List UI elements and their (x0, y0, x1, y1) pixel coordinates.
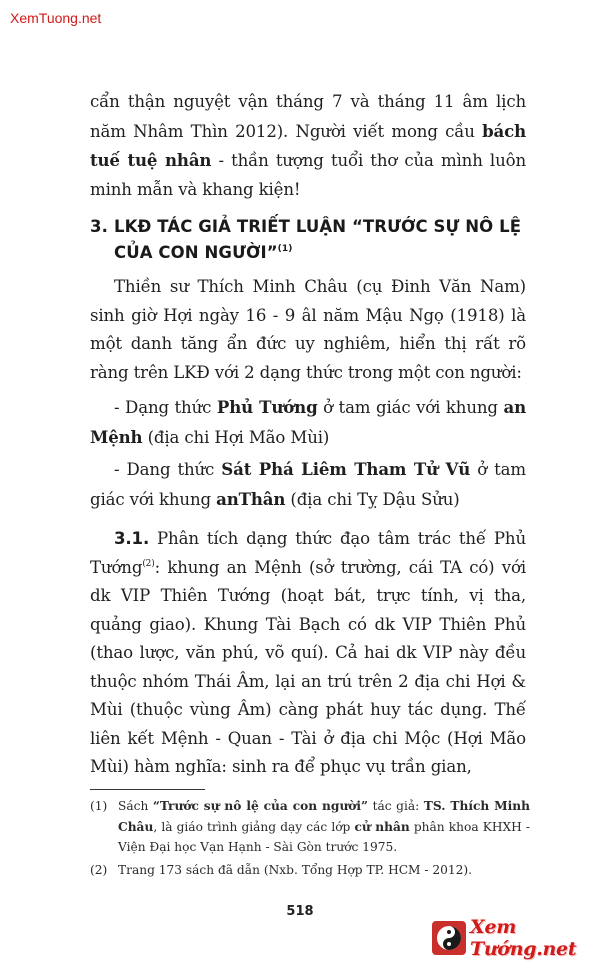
text-run: (địa chi Hợi Mão Mùi) (142, 427, 330, 447)
text-run: cẩn thận nguyệt vận tháng 7 và tháng 11 âm lịch năm Nhâm Thìn 2012). Người viết mong cầu (90, 92, 526, 141)
footnote-2 (90, 860, 530, 881)
paragraph-list-item-1 (90, 393, 526, 452)
bold-run: an Mệnh (90, 397, 526, 447)
footnote-mark: (1) (90, 799, 108, 813)
bold-run: Sát Phá Liêm Tham Tử Vũ (221, 459, 471, 479)
footnote-divider (90, 789, 205, 790)
bold-run: TS. Thích Minh Châu (118, 799, 530, 834)
section-heading (90, 214, 530, 266)
bold-run: anThân (216, 488, 286, 509)
text-run: Sách (118, 799, 153, 813)
text-run: - thần tượng tuổi thơ của mình luôn minh mẫn và khang kiện! (90, 151, 526, 199)
text-run: phân khoa KHXH - Viện Đại học Vạn Hạnh - Sài Gòn trước 1975. (118, 819, 530, 854)
section-heading-number: 3. (90, 217, 108, 236)
paragraph-section-3-1 (90, 525, 526, 782)
text-run: Trang 173 sách đã dẫn (Nxb. Tổng Hợp TP. HCM - 2012). (118, 863, 473, 877)
bold-run: cử nhân (354, 819, 410, 834)
section-heading-line1: LKĐ TÁC GIẢ TRIẾT LUẬN “TRƯỚC SỰ NÔ LỆ (114, 217, 522, 236)
text-run: ở tam giác với khung (90, 460, 526, 509)
bold-run: “Trước sự nô lệ của con người” (152, 799, 369, 813)
text-run: : khung an Mệnh (sở trường, cái TA có) với dk VIP Thiên Tướng (hoạt bát, trực tính, vị tha, quảng giao). Khung Tài Bạch có dk VIP Thiên Phủ (thao lược, văn phú, võ quí). Cả hai dk VIP này đều thuộc nhóm Thái Âm, lại an trú trên 2 địa chi Hợi & Mùi (thuộc vùng Âm) càng phát huy tác dụng. Thế liên kết Mệnh - Quan - Tài ở địa chi Mộc (Hợi Mão Mùi) hàm nghĩa: sinh ra để phục vụ trần gian, (90, 557, 526, 776)
page-number: 518 (286, 904, 314, 919)
footnote-mark: (2) (90, 863, 108, 877)
footnote-ref-2: (2) (142, 558, 155, 569)
watermark-bottom-text: Xem Tướng.net (470, 916, 577, 960)
text-run: Phân tích dạng thức đạo tâm trác thế Phủ Tướng (90, 529, 526, 577)
paragraph-continuation (90, 88, 526, 204)
text-run: , là giáo trình giảng dạy các lớp (153, 819, 355, 834)
section-heading-line2: CỦA CON NGƯỜI” (114, 243, 278, 262)
text-run: ở tam giác với khung (317, 398, 504, 417)
bold-run: bách tuế tuệ nhân (90, 120, 526, 170)
text-run: tác giả: (368, 799, 424, 813)
subsection-number: 3.1. (114, 529, 150, 548)
paragraph-intro: Thiền sư Thích Minh Châu (cụ Đinh Văn Nam) sinh giờ Hợi ngày 16 - 9 âl năm Mậu Ngọ (1918) là một danh tăng ẩn đức uy nghiêm, hiển thị rất rõ ràng trên LKĐ với 2 dạng thức trong một con người: (90, 277, 526, 382)
watermark-bottom (432, 916, 590, 960)
text-run: - Dạng thức (114, 398, 217, 417)
watermark-top: XemTuong.net (10, 10, 102, 26)
yin-yang-icon (432, 921, 466, 955)
text-run: (địa chi Tỵ Dậu Sửu) (285, 489, 460, 509)
footnote-1 (90, 796, 530, 858)
section-heading-line2-wrap (90, 240, 530, 266)
paragraph-list-item-2 (90, 455, 526, 514)
text-run: - Dang thức (114, 460, 222, 479)
bold-run: Phủ Tướng (216, 397, 318, 417)
footnote-ref-1: (1) (277, 244, 293, 254)
